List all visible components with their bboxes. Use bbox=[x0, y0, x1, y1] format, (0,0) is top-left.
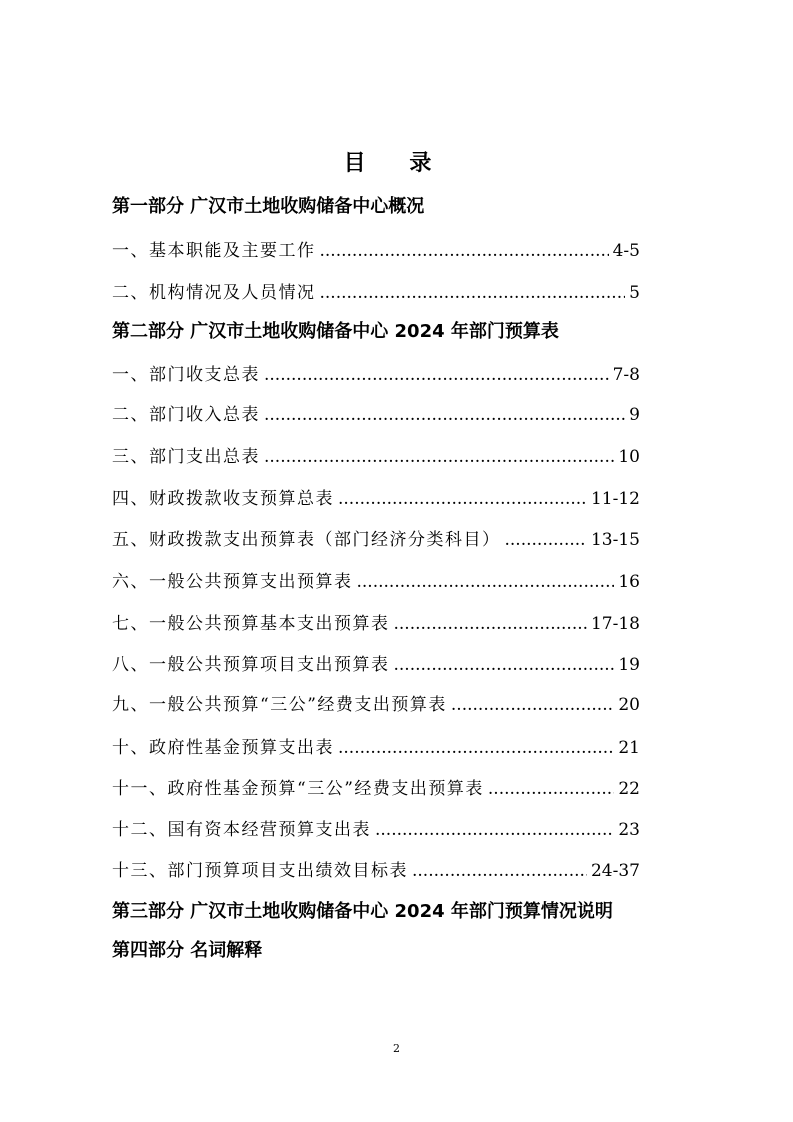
part-heading-1: 第一部分 广汉市土地收购储备中心概况 bbox=[112, 196, 425, 217]
part-heading-3: 第三部分 广汉市土地收购储备中心 2024 年部门预算情况说明 bbox=[112, 901, 613, 922]
toc-entry-label: 二、机构情况及人员情况 bbox=[112, 283, 316, 303]
page-number: 2 bbox=[393, 1042, 400, 1055]
toc-entry bbox=[112, 442, 640, 467]
dot-leader bbox=[338, 738, 614, 758]
toc-entry bbox=[112, 856, 640, 881]
toc-entry-page: 16 bbox=[618, 572, 640, 592]
dot-leader bbox=[412, 861, 587, 881]
toc-entry-page: 24-37 bbox=[590, 861, 640, 881]
dot-leader bbox=[375, 820, 614, 840]
dot-leader bbox=[451, 695, 614, 715]
toc-entry-label: 十二、国有资本经营预算支出表 bbox=[112, 820, 371, 840]
dot-leader bbox=[264, 447, 614, 467]
toc-entry bbox=[112, 690, 640, 715]
toc-entry-label: 十、政府性基金预算支出表 bbox=[112, 738, 334, 758]
dot-leader bbox=[264, 365, 609, 385]
toc-entry bbox=[112, 236, 640, 261]
toc-entry bbox=[112, 278, 640, 303]
toc-entry-page: 23 bbox=[618, 820, 640, 840]
dot-leader bbox=[264, 405, 625, 425]
toc-entry bbox=[112, 567, 640, 592]
part-heading-4: 第四部分 名词解释 bbox=[112, 940, 263, 961]
toc-entry-page: 19 bbox=[618, 655, 640, 675]
toc-entry-page: 10 bbox=[618, 447, 640, 467]
toc-entry bbox=[112, 815, 640, 840]
toc-entry-page: 20 bbox=[618, 695, 640, 715]
toc-entry-page: 22 bbox=[618, 779, 640, 799]
dot-leader bbox=[394, 614, 587, 634]
toc-entry bbox=[112, 400, 640, 425]
toc-entry-page: 13-15 bbox=[590, 530, 640, 550]
dot-leader bbox=[320, 283, 626, 303]
toc-entry-label: 十一、政府性基金预算“三公”经费支出预算表 bbox=[112, 779, 484, 799]
toc-entry-label: 七、一般公共预算基本支出预算表 bbox=[112, 614, 390, 634]
toc-entry-label: 三、部门支出总表 bbox=[112, 447, 260, 467]
toc-entry-page: 11-12 bbox=[590, 489, 640, 509]
toc-entry-page: 21 bbox=[618, 738, 640, 758]
toc-entry-page: 4-5 bbox=[612, 241, 640, 261]
toc-entry-label: 八、一般公共预算项目支出预算表 bbox=[112, 655, 390, 675]
toc-entry bbox=[112, 525, 640, 550]
toc-entry bbox=[112, 774, 640, 799]
toc-entry-label: 五、财政拨款支出预算表（部门经济分类科目） bbox=[112, 530, 501, 550]
toc-entry-page: 7-8 bbox=[612, 365, 640, 385]
toc-entry-label: 二、部门收入总表 bbox=[112, 405, 260, 425]
dot-leader bbox=[488, 779, 614, 799]
toc-entry-label: 十三、部门预算项目支出绩效目标表 bbox=[112, 861, 408, 881]
dot-leader bbox=[505, 530, 587, 550]
toc-entry-label: 四、财政拨款收支预算总表 bbox=[112, 489, 334, 509]
toc-entry-label: 六、一般公共预算支出预算表 bbox=[112, 572, 353, 592]
toc-entry-page: 9 bbox=[629, 405, 640, 425]
dot-leader bbox=[338, 489, 587, 509]
dot-leader bbox=[394, 655, 615, 675]
toc-entry bbox=[112, 609, 640, 634]
toc-entry-label: 一、基本职能及主要工作 bbox=[112, 241, 316, 261]
toc-entry bbox=[112, 484, 640, 509]
dot-leader bbox=[320, 241, 609, 261]
toc-entry-label: 九、一般公共预算“三公”经费支出预算表 bbox=[112, 695, 447, 715]
toc-entry bbox=[112, 650, 640, 675]
part-heading-2: 第二部分 广汉市土地收购储备中心 2024 年部门预算表 bbox=[112, 321, 559, 342]
toc-entry bbox=[112, 360, 640, 385]
toc-entry-page: 5 bbox=[629, 283, 640, 303]
toc-entry-page: 17-18 bbox=[590, 614, 640, 634]
toc-title: 目 录 bbox=[343, 151, 450, 176]
dot-leader bbox=[357, 572, 615, 592]
toc-entry-label: 一、部门收支总表 bbox=[112, 365, 260, 385]
toc-entry bbox=[112, 733, 640, 758]
